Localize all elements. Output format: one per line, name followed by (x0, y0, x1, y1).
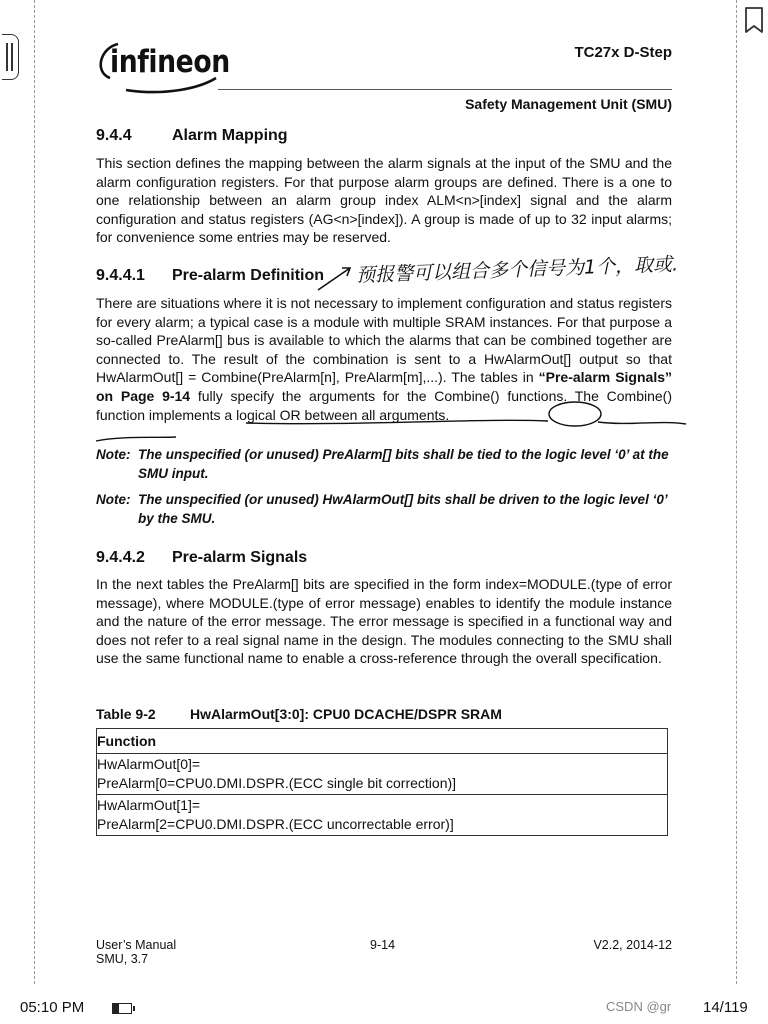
footer-manual: User’s Manual (96, 938, 177, 952)
footer-page-number: 9-14 (370, 938, 396, 952)
footer-chapter: SMU, 3.7 (96, 952, 149, 966)
cross-reference-link[interactable]: “Pre-alarm Signals” on Page 9-14 (96, 369, 672, 404)
document-section-title: Safety Management Unit (SMU) (465, 96, 672, 112)
table-row (97, 754, 668, 795)
infineon-logo (96, 38, 230, 96)
note-text: The unspecified (or unused) PreAlarm[] bits shall be tied to the logic level ‘0’ at the (138, 447, 669, 462)
table-title: HwAlarmOut[3:0]: CPU0 DCACHE/DSPR SRAM (190, 706, 502, 722)
note-text-continued: SMU input. (138, 465, 209, 481)
paragraph-text: There are situations where it is not necessary to implement configuration and status registers for every alarm; a typical case is a module with multiple SRAM instances. For that purpose a so-called PreAlarm[] bus is available to which the alarms that can be combined together are connected to. The result of the combination is sent to a HwAlarmOut[] output so that HwAlarmOut[] = Combine(PreAlarm[n], PreAlarm[m],...). The tables in (96, 295, 672, 386)
heading-number: 9.4.4.2 (96, 549, 145, 566)
battery-icon (112, 1003, 132, 1014)
pre-alarm-definition-paragraph (96, 294, 672, 424)
side-menu-button[interactable] (2, 34, 19, 80)
hwalarmout-table (96, 728, 668, 836)
clock: 05:10 PM (20, 999, 85, 1016)
header-rule (218, 89, 672, 90)
cell-line: PreAlarm[2=CPU0.DMI.DSPR.(ECC uncorrectable error)] (97, 816, 454, 832)
heading-9-4-4-2 (96, 549, 672, 567)
left-margin-guide (34, 0, 35, 984)
table-caption (96, 706, 672, 722)
paragraph-text: fully specify the arguments for the Combine() functions. The Combine() function implements a logical OR between all arguments. (96, 387, 672, 423)
page-indicator[interactable]: 14/119 (703, 999, 748, 1016)
cell-line: HwAlarmOut[1]= (97, 797, 201, 813)
table-row (97, 795, 668, 836)
annotation-underline (96, 437, 176, 441)
footer-version: V2.2, 2014-12 (593, 938, 672, 952)
footer-left (96, 938, 176, 966)
handwritten-annotation: 预报警可以组合多个信号为1个，取或. (355, 253, 679, 287)
table-number: Table 9-2 (96, 706, 156, 722)
watermark: CSDN @gr (606, 999, 672, 1014)
note-text: The unspecified (or unused) HwAlarmOut[] bits shall be driven to the logic level ‘0’ (138, 492, 668, 507)
heading-number: 9.4.4.1 (96, 267, 145, 284)
heading-title: Alarm Mapping (172, 127, 288, 144)
cell-line: HwAlarmOut[0]= (97, 756, 201, 772)
logo-text: infineon (110, 44, 230, 80)
note-text-continued: by the SMU. (138, 510, 216, 526)
cell-line: PreAlarm[0=CPU0.DMI.DSPR.(ECC single bit correction)] (97, 775, 457, 791)
note-1 (96, 446, 672, 483)
alarm-mapping-paragraph: This section defines the mapping between the alarm signals at the input of the SMU and the alarm configuration registers. For that purpose alarm groups are defined. There is a one to one relationship between an alarm group index ALM<n>[index] signal and the alarm configuration and status registers (AG<n>[index]). A group is made of up to 32 input alarms; for convenience some entries may be reserved. (96, 155, 672, 246)
heading-title: Pre-alarm Definition (172, 267, 325, 284)
heading-number: 9.4.4 (96, 127, 132, 144)
note-label: Note: (96, 492, 131, 507)
note-2 (96, 491, 672, 528)
bookmark-icon[interactable] (744, 6, 764, 34)
document-product-title: TC27x D-Step (574, 44, 672, 61)
heading-title: Pre-alarm Signals (172, 549, 308, 566)
heading-9-4-4 (96, 127, 672, 145)
note-label: Note: (96, 447, 131, 462)
right-margin-guide (736, 0, 737, 984)
pre-alarm-signals-paragraph: In the next tables the PreAlarm[] bits are specified in the form index=MODULE.(type of error message), where MODULE.(type of error message) enables to identify the module instance and the nature of the error message. The error message is specified in a functional way and does not refer to a real signal name in the design. The modules connecting to the SMU shall use the same functional name to enable a cross-reference through the overall specification. (96, 576, 672, 667)
table-header-function: Function (97, 729, 668, 754)
